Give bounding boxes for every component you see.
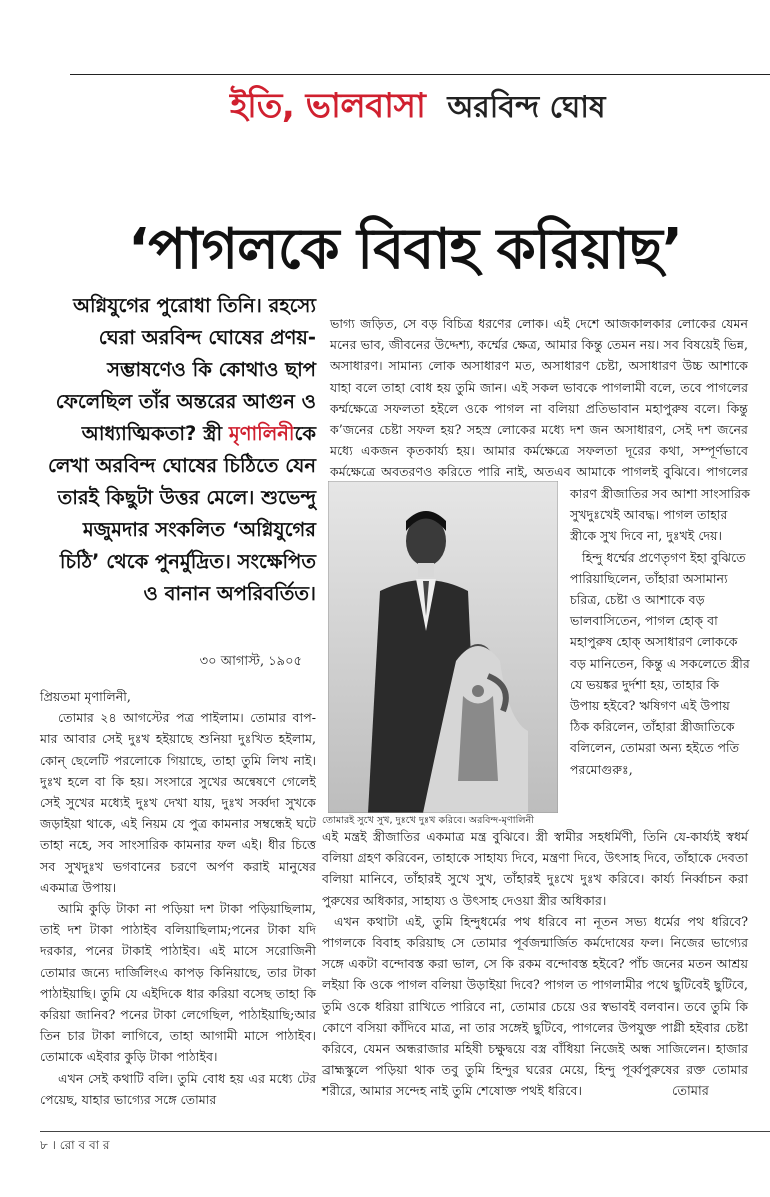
- letter-paragraph: এই মন্ত্রই স্ত্রীজাতির একমাত্র মন্ত্র বুঝিবে। স্ত্রী স্বামীর সহধর্মিণী, তিনি যে-কাৰ্য্যই স্বধর্ম বলিয়া গ্রহণ করিবেন, তাহাকে সাহায্য দিবে, মন্ত্রণা দিবে, উৎসাহ দিবে, তাঁহাকে দেবতা বলিয়া মানিবে, তাঁহারই সুখে সুখ, তাঁহারই দুঃখে দুঃখ করিবে। কাৰ্য্য নির্ব্বাচন করা পুরুষের অধিকার, সাহায্য ও উৎসাহ দেওয়া স্ত্রীর অধিকার।: [322, 829, 748, 908]
- photo-caption: তোমারই সুখে সুখ, দুঃখে দুঃখ করিবে। অরবিন্দ-মৃণালিনী: [322, 815, 534, 826]
- letter-column-left: [40, 686, 316, 1110]
- letter-paragraph: হিন্দু ধর্ম্মের প্রণেতৃগণ ইহা বুঝিতে পারিয়াছিলেন, তাঁহারা অসামান্য চরিত্র, চেষ্টা ও আশাকে বড় ভালবাসিতেন, পাগল হোক্ বা মহাপুরুষ হোক্ অসাধারণ লোককে বড় মানিতেন, কিন্তু এ সকলেতে স্ত্রীর যে ভয়ঙ্কর দুর্দশা হয়, তাহার কি উপায় হইবে? ঋষিগণ এই উপায় ঠিক করিলেন, তাঁহারা স্ত্রীজাতিকে বলিলেন, তোমরা অন্য হইতে পতি পরমোগুরুঃ,: [570, 549, 750, 777]
- article-headline: ‘পাগলকে বিবাহ করিয়াছ’: [127, 217, 683, 282]
- intro-standfirst: [40, 290, 316, 610]
- page-footer: ৮ । রো ব বা র: [40, 1138, 110, 1152]
- letter-paragraph: তোমার ২৪ আগস্টের পত্র পাইলাম। তোমার বাপ-মার আবার সেই দুঃখ হইয়াছে শুনিয়া দুঃখিত হইলাম, কোন্ ছেলেটি পরলোকে গিয়াছে, তাহা তুমি লিখ নাই। দুঃখ হলে বা কি হয়। সংসারে সুখের অন্বেষণে গেলেই সেই সুখের মধ্যেই দুঃখ দেখা যায়, দুঃখ সর্ব্বদা সুখকে জড়াইয়া থাকে, এই নিয়ম যে পুত্র কামনার সম্বন্ধেই ঘটে তাহা নহে, সব সাংসারিক কামনার ফল এই। ধীর চিত্তে সব সুখদুঃখ ভগবানের চরণে অর্পণ করাই মানুষের একমাত্র উপায়।: [40, 710, 316, 895]
- letter-column-wrap: [570, 483, 750, 780]
- letter-signoff: তোমার: [672, 1084, 709, 1099]
- letter-paragraph: এখন কথাটা এই, তুমি হিন্দুধর্মের পথ ধরিবে না নূতন সভ্য ধর্মের পথ ধরিবে? পাগলকে বিবাহ করিয়াছ সে তোমার পূর্বজন্মার্জিত কর্মদোষের ফল। নিজের ভাগ্যের সঙ্গে একটা বন্দোবস্ত করা ভাল, সে কি রকম বন্দোবস্ত হইবে? পাঁচ জনের মতন আশ্রয় লইয়া কি ওকে পাগল বলিয়া উড়াইয়া দিবে? পাগল ত পাগলামীর পথে ছুটিবেই ছুটিবে, তুমি ওকে ধরিয়া রাখিতে পারিবে না, তোমার চেয়ে ওর স্বভাবই বলবান। তবে তুমি কি কোণে বসিয়া কাঁদিবে মাত্র, না তার সঙ্গেই ছুটিবে, পাগলের উপযুক্ত পাগ্লী হইবার চেষ্টা করিবে, যেমন অন্ধরাজার মহিষী চক্ষুদ্বয়ে বস্ত্র বাঁধিয়া নিজেই অন্ধ সাজিলেন। হাজার ব্রাহ্মস্কুলে পড়িয়া থাক তবু তুমি হিন্দুর ঘরের মেয়ে, হিন্দু পূর্ব্বপুরুষের রক্ত তোমার শরীরে, আমার সন্দেহ নাই তুমি শেষোক্ত পথই ধরিবে।: [322, 913, 748, 1099]
- letter-column-right-bottom: [322, 826, 748, 1102]
- series-title: ইতি, ভালবাসা: [230, 86, 426, 126]
- letter-date: ৩০ আগাস্ট, ১৯০৫: [199, 654, 302, 669]
- top-rule: [70, 74, 770, 75]
- couple-photograph: [328, 481, 558, 813]
- letter-salutation: প্রিয়তমা মৃণালিনী,: [40, 689, 131, 704]
- letter-paragraph: এখন সেই কথাটি বলি। তুমি বোধ হয় এর মধ্যে টের পেয়েছ, যাহার ভাগ্যের সঙ্গে তোমার: [40, 1070, 316, 1107]
- author-name: অরবিন্দ ঘোষ: [447, 90, 606, 125]
- masthead: [230, 80, 770, 128]
- bottom-rule: [40, 1131, 770, 1132]
- intro-highlight-name: মৃণালিনী: [228, 422, 295, 445]
- letter-column-right-top: ভাগ্য জড়িত, সে বড় বিচিত্র ধরণের লোক। এই দেশে আজকালকার লোকের যেমন মনের ভাব, জীবনের উদ্দেশ্য, কর্ম্মের ক্ষেত্র, আমার কিন্তু তেমন নয়। সব বিষয়েই ভিন্ন, অসাধারণ। সামান্য লোক অসাধারণ মত, অসাধারণ চেষ্টা, অসাধারণ উচ্চ আশাকে যাহা বলে তাহা বোধ হয় তুমি জান। এই সকল ভাবকে পাগলামী বলে, তবে পাগলের কর্ম্মক্ষেত্রে সফলতা হইলে ওকে পাগল না বলিয়া প্রতিভাবান মহাপুরুষ বলে। কিন্তু ক’জনের চেষ্টা সফল হয়? সহস্র লোকের মধ্যে দশ জন অসাধারণ, সেই দশ জনের মধ্যে একজন কৃতকার্য্য হয়। আমার কর্মক্ষেত্রে সফলতা দূরের কথা, সম্পূর্ণভাবে কর্মক্ষেত্রে অবতরণও করিতে পারি নাই, অতএব আমাকে পাগলই বুঝিবে। পাগলের: [330, 316, 748, 480]
- intro-text-part1: অগ্নিযুগের পুরোধা তিনি। রহস্যে ঘেরা অরবিন্দ ঘোষের প্রণয়-সম্ভাষণেও কি কোথাও ছাপ ফেলেছিল তাঁর অন্তরের আগুন ও আধ্যাত্মিকতা? স্ত্রী: [55, 294, 316, 445]
- letter-paragraph: আমি কুড়ি টাকা না পড়িয়া দশ টাকা পড়িয়াছিলাম, তাই দশ টাকা পাঠাইব বলিয়াছিলাম;পনের টাকা যদি দরকার, পনের টাকাই পাঠাইব। এই মাসে সরোজিনী তোমার জন্যে দার্জিলিংএ কাপড় কিনিয়াছে, তার টাকা পাঠাইয়াছি। তুমি যে এইদিকে ধার করিয়া বসেছ তাহা কি করিয়া জানিব? পনের টাকা লেগেছিল, পাঠাইয়াছি;আর তিন চার টাকা লাগিবে, তাহা আগামী মাসে পাঠাইব। তোমাকে এইবার কুড়ি টাকা পাঠাইব।: [40, 901, 316, 1065]
- letter-paragraph: কারণ স্ত্রীজাতির সব আশা সাংসারিক সুখদুঃখেই আবদ্ধ। পাগল তাহার স্ত্রীকে সুখ দিবে না, দুঃখই দেয়।: [570, 486, 751, 544]
- photo-illustration: [328, 481, 558, 813]
- intro-text-part2: কে লেখা অরবিন্দ ঘোষের চিঠিতে যেন তারই কিছুটা উত্তর মেলে। শুভেন্দু মজুমদার সংকলিত ‘অগ্নিযুগের চিঠি’ থেকে পুনর্মুদ্রিত। সংক্ষেপিত ও বানান অপরিবর্তিত।: [47, 422, 316, 605]
